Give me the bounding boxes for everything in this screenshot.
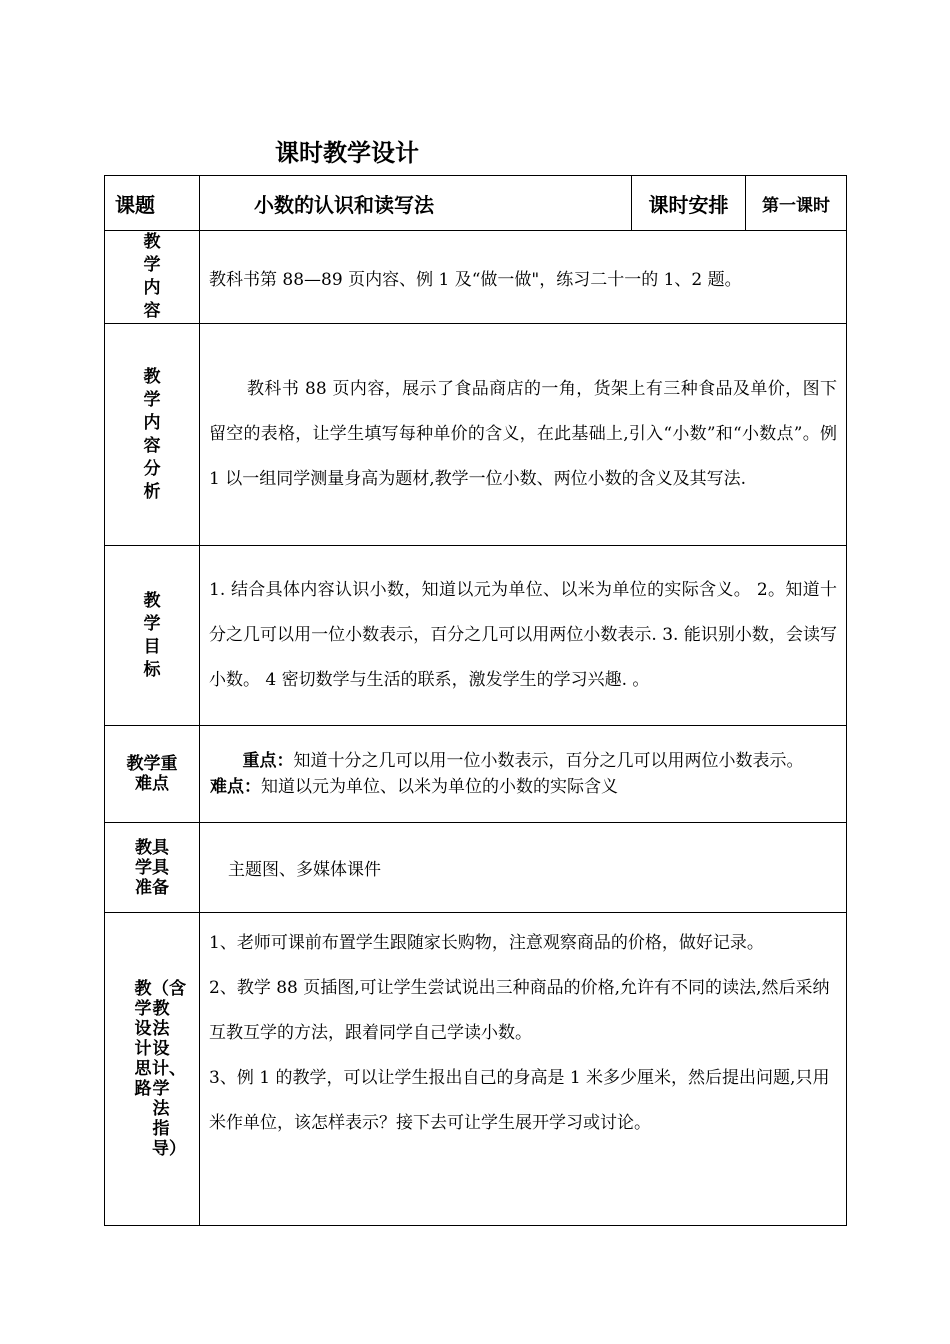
tools-text: 主题图、多媒体课件 bbox=[200, 823, 847, 913]
content-label-cell bbox=[105, 231, 200, 324]
design-label bbox=[134, 979, 186, 1159]
row-topic bbox=[105, 176, 847, 231]
content-label: 教学内容 bbox=[143, 232, 161, 321]
tools-label-cell bbox=[105, 823, 200, 913]
design-label-paren: （含教法设计、学法指导） bbox=[152, 979, 186, 1159]
hard-point bbox=[210, 776, 836, 798]
design-item-2: 2、教学 88 页插图,可让学生尝试说出三种商品的价格,允许有不同的读法,然后采纳互教互学的方法，跟着同学自己学读小数。 bbox=[209, 978, 830, 1043]
row-tools bbox=[105, 823, 847, 913]
key-point bbox=[210, 750, 836, 772]
goals-label: 教学目标 bbox=[143, 590, 161, 680]
design-item-3: 3、例 1 的教学，可以让学生报出自己的身高是 1 米多少厘米，然后提出问题,只用米作单位，该怎样表示？接下去可让学生展开学习或讨论。 bbox=[209, 1068, 830, 1133]
key-point-text: 知道十分之几可以用一位小数表示，百分之几可以用两位小数表示。 bbox=[293, 751, 804, 771]
analysis-label: 教学内容分析 bbox=[143, 366, 161, 502]
content-text: 教科书第 88—89 页内容、例 1 及“做一做"，练习二十一的 1、2 题。 bbox=[200, 231, 847, 324]
row-analysis bbox=[105, 324, 847, 546]
document-title: 课时教学设计 bbox=[275, 139, 419, 167]
schedule-label: 课时安排 bbox=[632, 176, 746, 231]
row-design bbox=[105, 913, 847, 1226]
row-goals bbox=[105, 546, 847, 726]
design-label-cell bbox=[105, 913, 200, 1226]
design-cell bbox=[200, 913, 847, 1226]
design-label-main: 教学设计思路 bbox=[134, 979, 152, 1099]
schedule-value: 第一课时 bbox=[746, 176, 847, 231]
keypoints-cell bbox=[200, 726, 847, 823]
topic-label: 课题 bbox=[105, 176, 200, 231]
goals-label-cell bbox=[105, 546, 200, 726]
goals-text: 1. 结合具体内容认识小数，知道以元为单位、以米为单位的实际含义。 2。知道十分之几可以用一位小数表示，百分之几可以用两位小数表示. 3. 能识别小数，会读写小数。 4 密切数学与生活的联系，激发学生的学习兴趣. 。 bbox=[200, 546, 847, 726]
row-keypoints bbox=[105, 726, 847, 823]
key-point-label: 重点： bbox=[242, 751, 294, 771]
topic-title: 小数的认识和读写法 bbox=[200, 176, 632, 231]
keypoints-label: 教学重难点 bbox=[126, 754, 178, 794]
design-item-1: 1、老师可课前布置学生跟随家长购物，注意观察商品的价格，做好记录。 bbox=[209, 933, 764, 953]
lesson-plan-table bbox=[104, 175, 847, 1226]
tools-label: 教具学具准备 bbox=[135, 837, 169, 898]
keypoints-label-cell bbox=[105, 726, 200, 823]
hard-point-text: 知道以元为单位、以米为单位的小数的实际含义 bbox=[261, 777, 618, 797]
analysis-text: 教科书 88 页内容，展示了食品商店的一角，货架上有三种食品及单价，图下留空的表格，让学生填写每种单价的含义，在此基础上,引入“小数”和“小数点”。例 1 以一组同学测量身高为题材,教学一位小数、两位小数的含义及其写法. bbox=[209, 379, 837, 489]
analysis-label-cell bbox=[105, 324, 200, 546]
hard-point-label: 难点： bbox=[210, 777, 261, 797]
analysis-cell bbox=[200, 324, 847, 546]
row-content bbox=[105, 231, 847, 324]
